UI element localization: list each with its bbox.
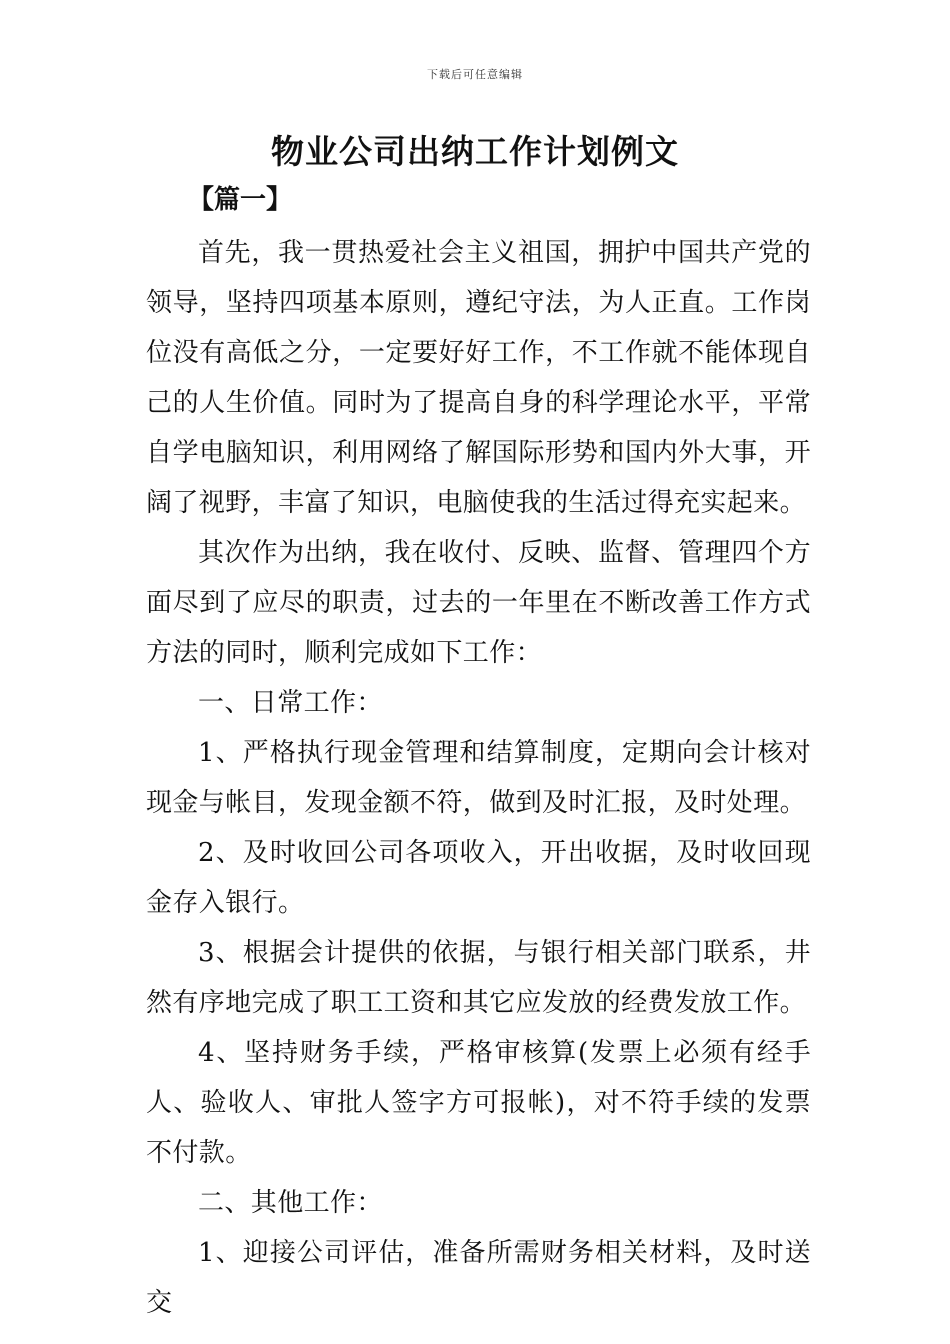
list-item-2: 2、及时收回公司各项收入，开出收据，及时收回现金存入银行。: [146, 838, 811, 918]
page-header-note: 下载后可任意编辑: [427, 68, 523, 81]
paragraph-1: 首先，我一贯热爱社会主义祖国，拥护中国共产党的领导，坚持四项基本原则，遵纪守法，为人正直。工作岗位没有高低之分，一定要好好工作，不工作就不能体现自己的人生价值。同时为了提高自身的科学理论水平，平常自学电脑知识，利用网络了解国际形势和国内外大事，开阔了视野，丰富了知识，电脑使我的生活过得充实起来。: [146, 238, 811, 518]
document-title: 物业公司出纳工作计划例文: [271, 132, 679, 171]
list-item-1: 1、严格执行现金管理和结算制度，定期向会计核对现金与帐目，发现金额不符，做到及时汇报，及时处理。: [146, 738, 811, 818]
subheading-other-work: 二、其他工作：: [198, 1188, 383, 1218]
document-body: [146, 178, 811, 1328]
paragraph-2: 其次作为出纳，我在收付、反映、监督、管理四个方面尽到了应尽的职责，过去的一年里在不断改善工作方式方法的同时，顺利完成如下工作：: [146, 538, 811, 668]
list-item-3: 3、根据会计提供的依据，与银行相关部门联系，井然有序地完成了职工工资和其它应发放的经费发放工作。: [146, 938, 811, 1018]
list-item-5: 1、迎接公司评估，准备所需财务相关材料，及时送交: [146, 1238, 811, 1318]
list-item-4: 4、坚持财务手续，严格审核算(发票上必须有经手人、验收人、审批人签字方可报帐)，对不符手续的发票不付款。: [146, 1038, 811, 1168]
section-heading: 【篇一】: [188, 185, 293, 215]
subheading-daily-work: 一、日常工作：: [198, 688, 383, 718]
